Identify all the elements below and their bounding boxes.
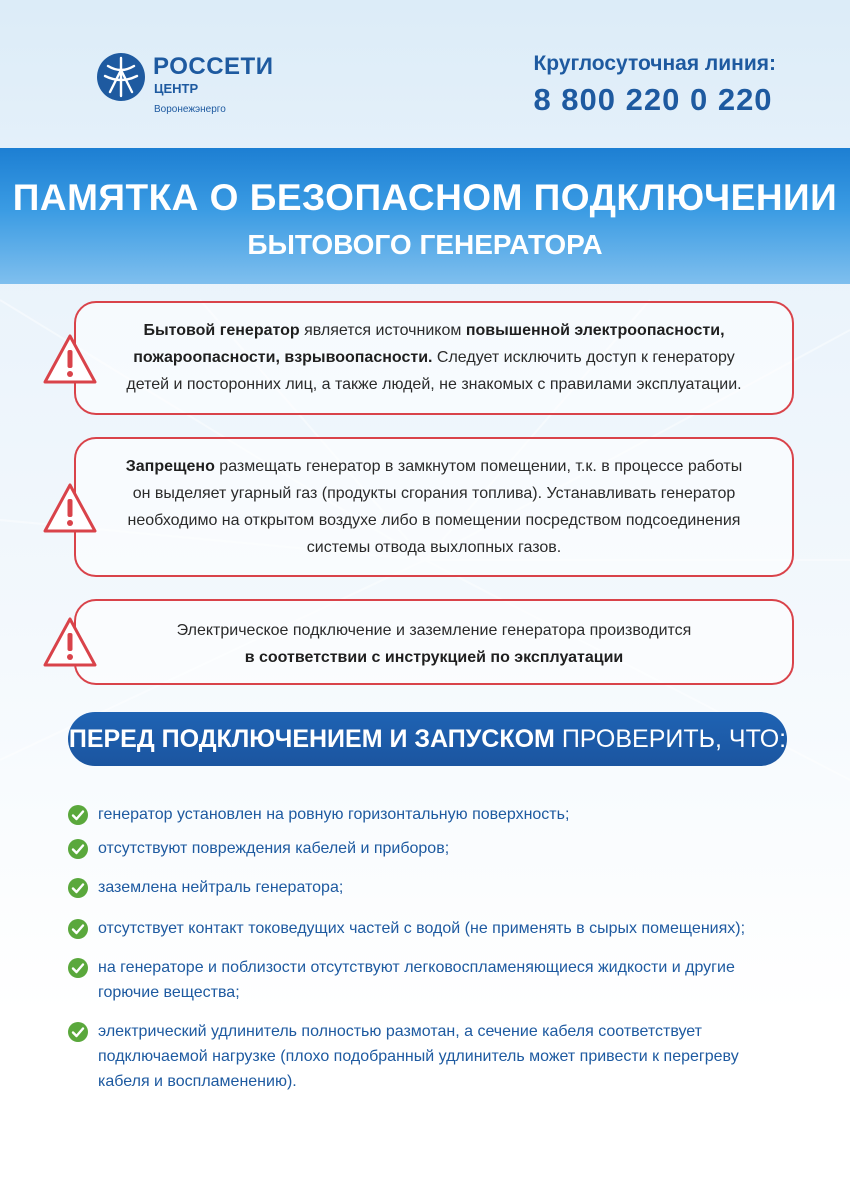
check-section-header	[68, 712, 787, 766]
check-circle-icon	[68, 805, 88, 825]
warning-run: Электрическое подключение и заземление генератора производится	[176, 622, 692, 639]
checklist-item-text: подключаемой нагрузке (плохо подобранный удлинитель может привести к перегреву	[98, 1048, 739, 1065]
warning-run: он выделяет угарный газ (продукты сгорания топлива). Устанавливать генератор	[132, 485, 736, 502]
brand-logo	[96, 50, 276, 120]
warning-line	[96, 480, 772, 507]
warning-emphasis: пожароопасности, взрывоопасности.	[133, 349, 433, 366]
page-subtitle: БЫТОВОГО ГЕНЕРАТОРА	[247, 229, 603, 260]
hotline-block	[533, 52, 776, 118]
check-circle-icon	[68, 878, 88, 898]
checklist-item-text: на генераторе и поблизости отсутствуют легковоспламеняющиеся жидкости и другие	[98, 959, 735, 976]
checklist-item-text: электрический удлинитель полностью размотан, а сечение кабеля соответствует	[98, 1023, 702, 1040]
warning-line	[96, 644, 772, 671]
hotline-phone-number[interactable]: 8 800 220 0 220	[533, 82, 773, 117]
check-circle-icon	[68, 919, 88, 939]
warning-emphasis: Запрещено	[125, 458, 215, 475]
brand-subname: ЦЕНТР	[154, 81, 199, 96]
title-banner	[0, 148, 850, 284]
warning-triangle-icon	[42, 481, 98, 537]
checklist-item-text: отсутствуют повреждения кабелей и приборов;	[98, 840, 450, 857]
check-circle-icon	[68, 1022, 88, 1042]
checklist-item-text: отсутствует контакт токоведущих частей с водой (не применять в сырых помещениях);	[98, 920, 746, 937]
checklist-item-text: горючие вещества;	[98, 984, 240, 1001]
checklist-item-text: генератор установлен на ровную горизонтальную поверхность;	[98, 806, 570, 823]
warning-run: является источником	[299, 322, 466, 339]
warning-triangle-icon	[42, 332, 98, 388]
warning-text	[76, 601, 792, 671]
warning-emphasis: в соответствии с инструкцией по эксплуатации	[244, 649, 624, 666]
warning-line	[96, 344, 772, 371]
warning-line	[96, 507, 772, 534]
checklist-item	[68, 1019, 808, 1094]
hotline-label: Круглосуточная линия:	[533, 52, 776, 75]
warning-box-prohibited	[74, 437, 794, 577]
rosseti-logo-icon	[96, 52, 146, 102]
check-header-bold: ПЕРЕД ПОДКЛЮЧЕНИЕМ И ЗАПУСКОМ	[68, 725, 555, 753]
warning-line	[96, 617, 772, 644]
warning-text	[76, 439, 792, 561]
warning-run: размещать генератор в замкнутом помещении, т.к. в процессе работы	[214, 458, 743, 475]
check-header-regular: ПРОВЕРИТЬ, ЧТО:	[554, 725, 787, 753]
warning-line	[96, 371, 772, 398]
warning-line	[96, 453, 772, 480]
warning-run: системы отвода выхлопных газов.	[306, 539, 562, 556]
warning-run: необходимо на открытом воздухе либо в помещении посредством подсоединения	[127, 512, 741, 529]
checklist-item	[68, 802, 808, 827]
checklist-item	[68, 836, 808, 861]
checklist-item	[68, 916, 808, 941]
warning-emphasis: Бытовой генератор	[143, 322, 300, 339]
brand-name: РОССЕТИ	[153, 53, 274, 80]
page-title: ПАМЯТКА О БЕЗОПАСНОМ ПОДКЛЮЧЕНИИ	[12, 177, 838, 218]
warning-run: детей и посторонних лиц, а также людей, не знакомых с правилами эксплуатации.	[126, 376, 742, 393]
check-circle-icon	[68, 839, 88, 859]
checklist-item	[68, 875, 808, 900]
warning-line	[96, 317, 772, 344]
checklist-item-text: заземлена нейтраль генератора;	[98, 879, 344, 896]
brand-branch: Воронежэнерго	[154, 104, 226, 115]
checklist-item	[68, 955, 808, 1005]
warning-run: Следует исключить доступ к генератору	[432, 349, 735, 366]
warning-text	[76, 303, 792, 398]
warning-triangle-icon	[42, 615, 98, 671]
checklist-item-text: кабеля и воспламенению).	[98, 1073, 297, 1090]
warning-box-hazard	[74, 301, 794, 415]
warning-line	[96, 534, 772, 561]
warning-emphasis: повышенной электроопасности,	[465, 322, 725, 339]
warning-box-connection	[74, 599, 794, 685]
checklist	[68, 790, 808, 1094]
check-circle-icon	[68, 958, 88, 978]
